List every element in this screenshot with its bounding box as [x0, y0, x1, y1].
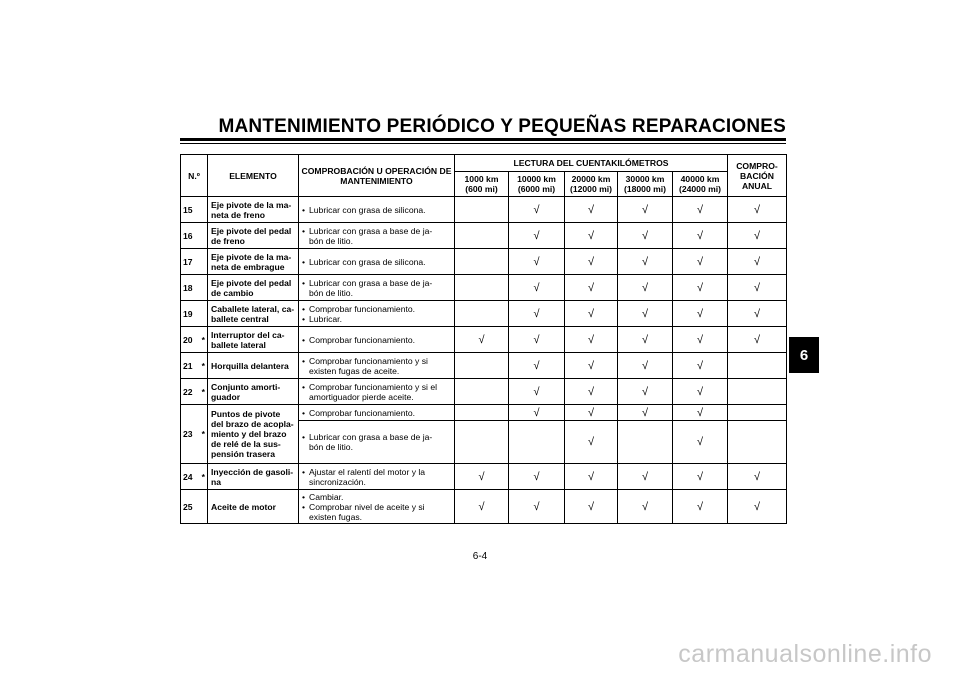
- check-cell: √: [565, 327, 618, 353]
- operation-item: [302, 382, 454, 402]
- interval-km: 20000 km: [571, 174, 611, 184]
- check-cell: √: [509, 464, 565, 490]
- operation-cell: [299, 464, 455, 490]
- check-cell: √: [509, 249, 565, 275]
- check-cell: √: [455, 464, 509, 490]
- operation-list: [302, 335, 454, 345]
- check-cell: √: [673, 379, 728, 405]
- text-line: de freno: [211, 235, 245, 246]
- check-cell: √: [673, 197, 728, 223]
- check-cell: [728, 405, 787, 421]
- check-cell: √: [673, 405, 728, 421]
- row-number: [181, 223, 208, 249]
- operation-cell: [299, 223, 455, 249]
- header-interval: [455, 172, 509, 197]
- row-number: [181, 327, 208, 353]
- element-cell: [208, 353, 299, 379]
- page-title: MANTENIMIENTO PERIÓDICO Y PEQUEÑAS REPARACIONES: [218, 116, 786, 137]
- watermark-text: carmanualsonline.info: [678, 640, 932, 668]
- operation-item: [302, 205, 454, 215]
- text-line: miento y del brazo: [211, 429, 287, 439]
- check-cell: √: [618, 301, 673, 327]
- check-cell: √: [673, 249, 728, 275]
- table-row: [181, 405, 787, 421]
- element-cell: [208, 249, 299, 275]
- page-number: 6-4: [472, 551, 488, 562]
- check-cell: √: [509, 275, 565, 301]
- check-cell: √: [565, 379, 618, 405]
- text-line: ballete lateral: [211, 339, 266, 350]
- check-cell: √: [565, 405, 618, 421]
- header-interval: [618, 172, 673, 197]
- text-line: amortiguador pierde aceite.: [309, 391, 414, 402]
- check-cell: √: [565, 197, 618, 223]
- check-cell: [455, 405, 509, 421]
- check-cell: [455, 353, 509, 379]
- check-cell: √: [509, 327, 565, 353]
- text-line: pensión trasera: [211, 449, 275, 459]
- check-cell: √: [673, 421, 728, 464]
- check-cell: √: [618, 464, 673, 490]
- operation-list: [302, 467, 454, 487]
- check-cell: √: [673, 301, 728, 327]
- operation-list: [302, 304, 454, 324]
- check-cell: √: [509, 379, 565, 405]
- check-cell: [455, 249, 509, 275]
- check-cell: √: [565, 353, 618, 379]
- check-cell: √: [728, 249, 787, 275]
- check-cell: √: [673, 464, 728, 490]
- text-line: ballete central: [211, 313, 269, 324]
- row-number: [181, 249, 208, 275]
- row-number-text: 24: [183, 471, 193, 482]
- table-row: [181, 327, 787, 353]
- row-number: [181, 405, 208, 464]
- check-cell: √: [728, 327, 787, 353]
- text-line: de relé de la sus-: [211, 439, 281, 449]
- check-cell: √: [565, 421, 618, 464]
- check-cell: √: [618, 223, 673, 249]
- check-cell: √: [728, 490, 787, 524]
- check-cell: √: [728, 275, 787, 301]
- row-number: [181, 301, 208, 327]
- table-row: [181, 249, 787, 275]
- check-cell: √: [565, 249, 618, 275]
- title-rule-thin: [180, 143, 786, 144]
- operation-item: [302, 492, 454, 502]
- check-cell: √: [509, 490, 565, 524]
- text-line: • Lubricar con grasa a base de ja-: [309, 225, 433, 236]
- row-number-text: 17: [183, 256, 193, 267]
- asterisk-mark: *: [201, 471, 205, 482]
- element-cell: [208, 327, 299, 353]
- operation-list: [302, 257, 454, 267]
- interval-km: 10000 km: [517, 174, 556, 184]
- text-line: guador: [211, 391, 241, 402]
- text-line: • Comprobar funcionamiento y si el: [309, 381, 438, 392]
- operation-cell: [299, 490, 455, 524]
- header-operation: COMPROBACIÓN U OPERACIÓN DE MANTENIMIENTO: [299, 155, 455, 197]
- operation-item: [302, 356, 454, 376]
- row-number: [181, 197, 208, 223]
- header-num: N.º: [181, 155, 208, 197]
- check-cell: √: [618, 327, 673, 353]
- check-cell: √: [565, 301, 618, 327]
- maintenance-table-body: [181, 197, 787, 524]
- text-line: Eje pivote del pedal: [211, 225, 292, 236]
- text-line: Eje pivote de la ma-: [211, 251, 292, 262]
- text-line: • Comprobar nivel de aceite y si: [309, 501, 425, 512]
- asterisk-mark: *: [201, 360, 205, 371]
- text-line: Puntos de pivote: [211, 409, 281, 419]
- element-cell: [208, 301, 299, 327]
- text-line: • Lubricar con grasa de silicona.: [309, 256, 426, 267]
- element-cell: [208, 490, 299, 524]
- check-cell: √: [455, 327, 509, 353]
- element-cell: [208, 405, 299, 464]
- chapter-tab[interactable]: 6: [789, 337, 819, 373]
- element-cell: [208, 379, 299, 405]
- operation-item: [302, 278, 454, 298]
- check-cell: [728, 379, 787, 405]
- check-cell: √: [618, 490, 673, 524]
- row-number: [181, 464, 208, 490]
- text-line: de cambio: [211, 287, 254, 298]
- text-line: • Comprobar funcionamiento.: [309, 407, 416, 418]
- text-line: • Comprobar funcionamiento.: [309, 303, 416, 314]
- check-cell: √: [673, 327, 728, 353]
- table-row: [181, 197, 787, 223]
- text-line: Horquilla delantera: [211, 360, 289, 371]
- operation-list: [302, 226, 454, 246]
- row-number: [181, 353, 208, 379]
- operation-cell: [299, 301, 455, 327]
- check-cell: √: [673, 223, 728, 249]
- check-cell: √: [728, 301, 787, 327]
- text-line: • Comprobar funcionamiento.: [309, 334, 416, 345]
- table-row: [181, 464, 787, 490]
- check-cell: [455, 301, 509, 327]
- interval-mi: (18000 mi): [623, 184, 667, 194]
- text-line: na: [211, 476, 222, 487]
- text-line: Caballete lateral, ca-: [211, 303, 295, 314]
- check-cell: √: [565, 464, 618, 490]
- operation-list: [302, 432, 454, 452]
- table-row: [181, 223, 787, 249]
- check-cell: [728, 421, 787, 464]
- text-line: neta de embrague: [211, 261, 285, 272]
- header-odometer: LECTURA DEL CUENTAKILÓMETROS: [455, 155, 728, 172]
- check-cell: √: [565, 275, 618, 301]
- table-row: [181, 379, 787, 405]
- element-cell: [208, 464, 299, 490]
- row-number-text: 20: [183, 334, 193, 345]
- asterisk-mark: *: [201, 429, 205, 439]
- check-cell: [455, 379, 509, 405]
- element-cell: [208, 275, 299, 301]
- title-rule-thick: [180, 138, 786, 141]
- operation-list: [302, 356, 454, 376]
- operation-item: [302, 226, 454, 246]
- element-cell: [208, 223, 299, 249]
- check-cell: [455, 275, 509, 301]
- row-number: [181, 379, 208, 405]
- text-line: • Lubricar con grasa a base de ja-: [309, 432, 433, 442]
- text-line: Eje pivote del pedal: [211, 277, 292, 288]
- text-line: del brazo de acopla-: [211, 419, 294, 429]
- check-cell: √: [509, 223, 565, 249]
- operation-cell: [299, 379, 455, 405]
- header-element: ELEMENTO: [208, 155, 299, 197]
- check-cell: √: [673, 490, 728, 524]
- check-cell: √: [618, 275, 673, 301]
- operation-cell: [299, 327, 455, 353]
- check-cell: √: [509, 405, 565, 421]
- interval-km: 30000 km: [625, 174, 665, 184]
- operation-list: [302, 278, 454, 298]
- row-number-text: 19: [183, 308, 193, 319]
- operation-cell: [299, 421, 455, 464]
- check-cell: [509, 421, 565, 464]
- asterisk-mark: *: [201, 386, 205, 397]
- check-cell: [455, 421, 509, 464]
- table-row: [181, 490, 787, 524]
- header-interval: [565, 172, 618, 197]
- operation-item: [302, 408, 454, 418]
- operation-cell: [299, 249, 455, 275]
- header-annual: COMPRO-BACIÓN ANUAL: [728, 155, 787, 197]
- text-line: Interruptor del ca-: [211, 329, 285, 340]
- text-line: • Ajustar el ralentí del motor y la: [309, 466, 426, 477]
- text-line: Aceite de motor: [211, 501, 276, 512]
- operation-list: [302, 382, 454, 402]
- operation-list: [302, 408, 454, 418]
- check-cell: √: [728, 223, 787, 249]
- check-cell: √: [618, 405, 673, 421]
- operation-cell: [299, 275, 455, 301]
- interval-mi: (12000 mi): [569, 184, 613, 194]
- text-line: Conjunto amorti-: [211, 381, 281, 392]
- check-cell: √: [565, 490, 618, 524]
- check-cell: [455, 197, 509, 223]
- operation-item: [302, 335, 454, 345]
- operation-item: [302, 432, 454, 452]
- interval-mi: (600 mi): [465, 184, 498, 194]
- text-line: bón de litio.: [309, 442, 353, 452]
- asterisk-mark: *: [201, 334, 205, 345]
- maintenance-table: [180, 154, 787, 524]
- operation-cell: [299, 197, 455, 223]
- text-line: Eje pivote de la ma-: [211, 199, 292, 210]
- check-cell: √: [618, 197, 673, 223]
- text-line: • Lubricar con grasa a base de ja-: [309, 277, 433, 288]
- check-cell: √: [565, 223, 618, 249]
- check-cell: √: [618, 379, 673, 405]
- header-interval: [673, 172, 728, 197]
- check-cell: √: [728, 464, 787, 490]
- row-number: [181, 275, 208, 301]
- row-number-text: 16: [183, 230, 193, 241]
- check-cell: [728, 353, 787, 379]
- check-cell: √: [728, 197, 787, 223]
- header-interval: [509, 172, 565, 197]
- interval-km: 1000 km: [464, 174, 499, 184]
- operation-item: [302, 257, 454, 267]
- check-cell: √: [618, 249, 673, 275]
- row-number-text: 23: [183, 429, 193, 439]
- text-line: Inyección de gasoli-: [211, 466, 294, 477]
- text-line: existen fugas.: [309, 511, 363, 522]
- check-cell: √: [509, 301, 565, 327]
- check-cell: [618, 421, 673, 464]
- check-cell: √: [618, 353, 673, 379]
- operation-list: [302, 205, 454, 215]
- check-cell: √: [509, 197, 565, 223]
- operation-item: [302, 314, 454, 324]
- element-cell: [208, 197, 299, 223]
- table-row: [181, 275, 787, 301]
- check-cell: √: [673, 353, 728, 379]
- text-line: • Comprobar funcionamiento y si: [309, 355, 428, 366]
- text-line: • Lubricar.: [309, 313, 342, 324]
- operation-item: [302, 467, 454, 487]
- row-number: [181, 490, 208, 524]
- operation-list: [302, 492, 454, 522]
- row-number-text: 15: [183, 204, 193, 215]
- text-line: bón de litio.: [309, 235, 353, 246]
- operation-cell: [299, 353, 455, 379]
- text-line: sincronización.: [309, 476, 366, 487]
- operation-cell: [299, 405, 455, 421]
- check-cell: √: [509, 353, 565, 379]
- operation-item: [302, 304, 454, 314]
- row-number-text: 25: [183, 501, 193, 512]
- check-cell: [455, 223, 509, 249]
- interval-mi: (6000 mi): [517, 184, 556, 194]
- table-row: [181, 353, 787, 379]
- text-line: bón de litio.: [309, 287, 353, 298]
- text-line: • Lubricar con grasa de silicona.: [309, 204, 426, 215]
- text-line: existen fugas de aceite.: [309, 365, 400, 376]
- check-cell: √: [673, 275, 728, 301]
- check-cell: √: [455, 490, 509, 524]
- interval-km: 40000 km: [680, 174, 720, 184]
- text-line: neta de freno: [211, 209, 265, 220]
- row-number-text: 18: [183, 282, 193, 293]
- table-row: [181, 301, 787, 327]
- row-number-text: 22: [183, 386, 193, 397]
- row-number-text: 21: [183, 360, 193, 371]
- text-line: • Cambiar.: [309, 491, 344, 502]
- operation-item: [302, 502, 454, 522]
- interval-mi: (24000 mi): [678, 184, 722, 194]
